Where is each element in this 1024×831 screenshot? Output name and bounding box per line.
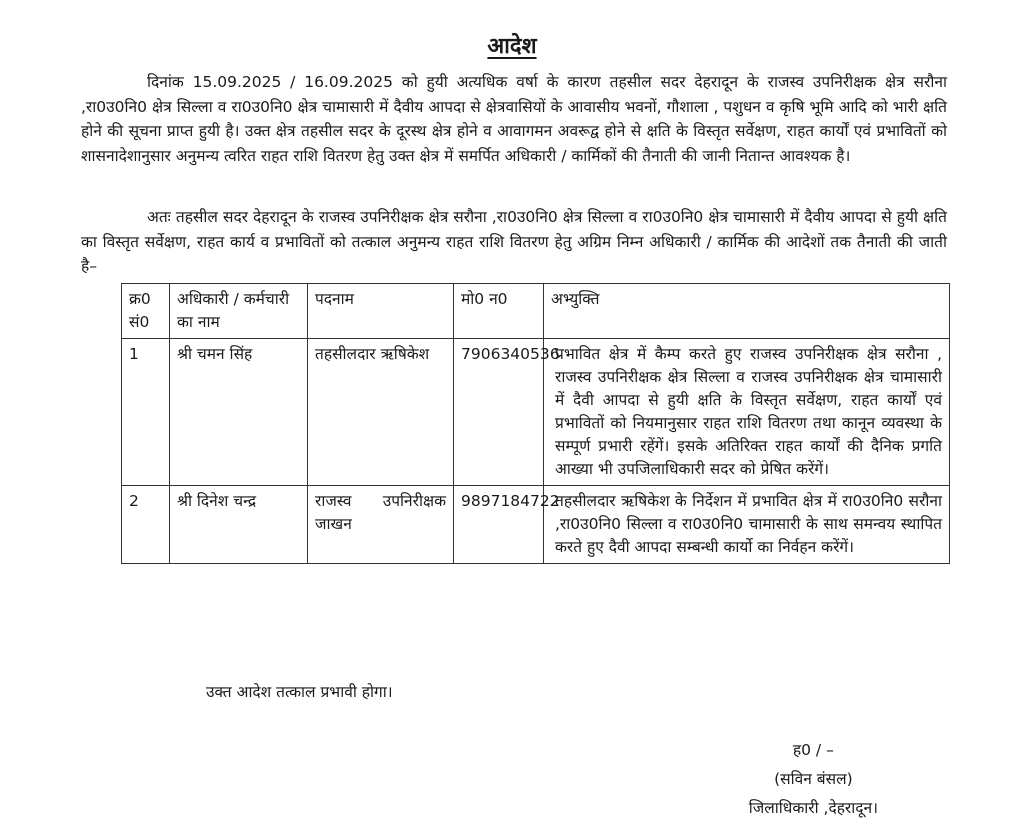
cell-remark: प्रभावित क्षेत्र में कैम्प करते हुए राजस्व उपनिरीक्षक क्षेत्र सरौना , राजस्व उपनिरीक्षक क्षेत्र सिल्ला व राजस्व उपनिरीक्षक क्षेत्र चामासारी में दैवी आपदा से हुयी क्षति के विस्तृत सर्वेक्षण, राहत कार्यों एवं प्रभावितों को नियमानुसार राहत राशि वितरण तथा कानून व्यवस्था के सम्पूर्ण प्रभारी रहेंगें। इसके अतिरिक्त राहत कार्यों की दैनिक प्रगति आख्या भी उपजिलाधिकारी सदर को प्रेषित करेंगें।: [544, 339, 950, 486]
signatory-designation: जिलाधिकारी ,देहरादून।: [748, 799, 878, 817]
signature-mark: ह0 / –: [792, 741, 834, 759]
document-title: [0, 30, 1024, 64]
header-serial-number: क्र0 सं0: [122, 284, 170, 339]
order-paragraph-2: अतः तहसील सदर देहरादून के राजस्व उपनिरीक्षक क्षेत्र सरौना ,रा0उ0नि0 क्षेत्र सिल्ला व रा0उ0नि0 क्षेत्र चामासारी में दैवीय आपदा से हुयी क्षति का विस्तृत सर्वेक्षण, राहत कार्य व प्रभावितों को तत्काल अनुमन्य राहत राशि वितरण हेतु अग्रिम निम्न अधिकारी / कार्मिक की आदेशों तक तैनाती की जाती है–: [81, 208, 947, 276]
cell-officer-name: श्री चमन सिंह: [170, 339, 308, 486]
cell-serial-number: 2: [122, 486, 170, 564]
cell-remark: तहसीलदार ऋषिकेश के निर्देशन में प्रभावित क्षेत्र में रा0उ0नि0 सरौना ,रा0उ0नि0 सिल्ला व रा0उ0नि0 चामासारी के साथ समन्वय स्थापित करते हुए दैवी आपदा सम्बन्धी कार्यो का निर्वहन करेंगें।: [544, 486, 950, 564]
signatory-name: (सविन बंसल): [774, 770, 853, 788]
cell-serial-number: 1: [122, 339, 170, 486]
header-officer-name: अधिकारी / कर्मचारी का नाम: [170, 284, 308, 339]
cell-designation: तहसीलदार ऋषिकेश: [308, 339, 454, 486]
cell-officer-name: श्री दिनेश चन्द्र: [170, 486, 308, 564]
header-mobile-number: मो0 न0: [454, 284, 544, 339]
document-title-text: आदेश: [487, 34, 537, 59]
signature-block: [749, 736, 878, 823]
table-row: [122, 339, 950, 486]
cell-designation: राजस्व उपनिरीक्षक जाखन: [308, 486, 454, 564]
deployment-table: [121, 283, 950, 564]
header-designation: पदनाम: [308, 284, 454, 339]
table-row: [122, 486, 950, 564]
cell-mobile-number: 9897184722: [454, 486, 544, 564]
order-paragraph-1: दिनांक 15.09.2025 / 16.09.2025 को हुयी अत्यधिक वर्षा के कारण तहसील सदर देहरादून के राजस्व उपनिरीक्षक क्षेत्र सरौना ,रा0उ0नि0 क्षेत्र सिल्ला व रा0उ0नि0 क्षेत्र चामासारी में दैवीय आपदा से क्षेत्रवासियों के आवासीय भवनों, गौशाला , पशुधन व कृषि भूमि आदि को भारी क्षति होने की सूचना प्राप्त हुयी है। उक्त क्षेत्र तहसील सदर के दूरस्थ क्षेत्र होने व आवागमन अवरूद्व होने से क्षति के विस्तृत सर्वेक्षण, राहत कार्यों एवं प्रभावितों को शासनादेशानुसार अनुमन्य त्वरित राहत राशि वितरण हेतु उक्त क्षेत्र में समर्पित अधिकारी / कार्मिकों की तैनाती की जानी नितान्त आवश्यक है।: [81, 73, 947, 165]
table-header-row: [122, 284, 950, 339]
cell-mobile-number: 7906340536: [454, 339, 544, 486]
order-effect-statement: उक्त आदेश तत्काल प्रभावी होगा।: [206, 683, 393, 701]
header-remark: अभ्युक्ति: [544, 284, 950, 339]
